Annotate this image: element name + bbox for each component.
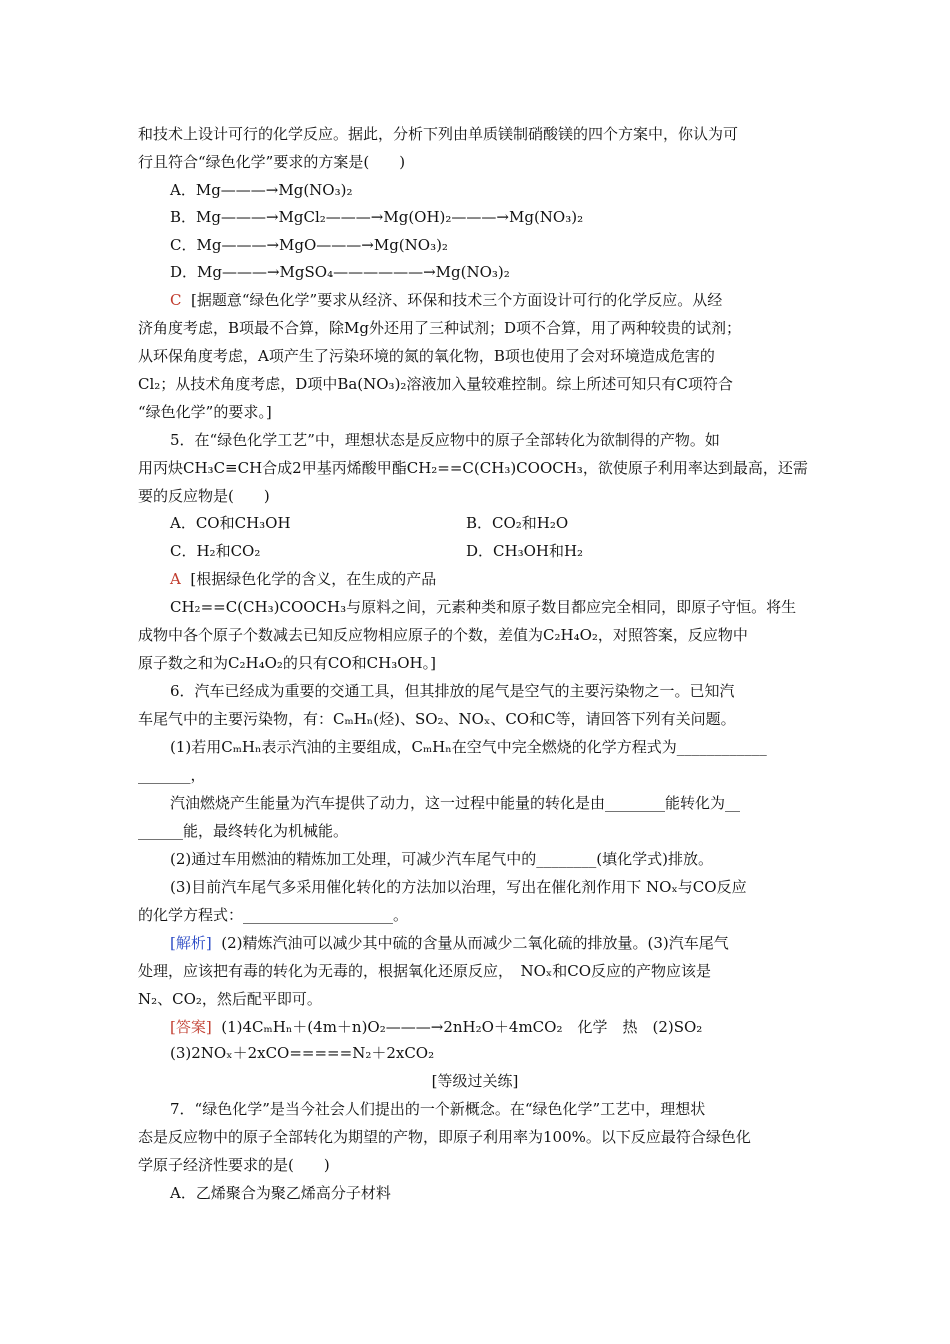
text-line: 原子数之和为C₂H₄O₂的只有CO和CH₃OH。] [138,654,436,672]
option-a: A．Mg———→Mg(NO₃)₂ [170,181,353,199]
option-c: C．H₂和CO₂ [170,542,261,560]
analysis-label: [解析] [170,934,212,952]
text-line: 济角度考虑，B项最不合算，除Mg外还用了三种试剂；D项不合算，用了两种较贵的试剂； [138,319,742,337]
option-a: A．乙烯聚合为聚乙烯高分子材料 [170,1184,391,1202]
section-heading: [等级过关练] [431,1072,519,1090]
answer-explanation-line: A [根据绿色化学的含义，在生成的产品 [170,570,437,588]
text-line: N₂、CO₂，然后配平即可。 [138,990,322,1008]
text-line: 的化学方程式：____________________。 [138,906,409,924]
text-line: 学原子经济性要求的是( ) [138,1156,330,1174]
analysis-line: [解析] (2)精炼汽油可以减少其中硫的含量从而减少二氧化硫的排放量。(3)汽车尾气 [170,934,729,952]
text-line: _______， [138,766,206,784]
question-6: 6．汽车已经成为重要的交通工具，但其排放的尾气是空气的主要污染物之一。已知汽 [170,682,735,700]
text-line: 成物中各个原子个数减去已知反应物相应原子的个数，差值为C₂H₄O₂，对照答案，反应物中 [138,626,748,644]
text-line: 处理，应该把有毒的转化为无毒的，根据氧化还原反应， NOₓ和CO反应的产物应该是 [138,962,712,980]
question-5: 5．在“绿色化学工艺”中，理想状态是反应物中的原子全部转化为欲制得的产物。如 [170,431,720,449]
text-line: ______能，最终转化为机械能。 [138,822,349,840]
option-d: D．CH₃OH和H₂ [466,542,584,560]
text-line: “绿色化学”的要求。] [138,403,272,421]
text-line: (2)通过车用燃油的精炼加工处理，可减少汽车尾气中的________(填化学式)排放。 [170,850,713,868]
text-line: (3)目前汽车尾气多采用催化转化的方法加以治理，写出在催化剂作用下 NOₓ与CO反应 [170,878,747,896]
text-line: 态是反应物中的原子全部转化为期望的产物，即原子利用率为100%。以下反应最符合绿色化 [138,1128,751,1146]
answer-letter: C [170,291,182,309]
option-b: B．Mg———→MgCl₂———→Mg(OH)₂———→Mg(NO₃)₂ [170,208,584,226]
question-7: 7．“绿色化学”是当今社会人们提出的一个新概念。在“绿色化学”工艺中，理想状 [170,1100,706,1118]
text-line: 从环保角度考虑，A项产生了污染环境的氮的氧化物，B项也使用了会对环境造成危害的 [138,347,715,365]
answer-line: [答案] (1)4CₘHₙ＋(4m＋n)O₂———→2nH₂O＋4mCO₂ 化学 热 (2)SO₂ [170,1018,703,1036]
text-line: 用丙炔CH₃C≡CH合成2甲基丙烯酸甲酯CH₂==C(CH₃)COOCH₃，欲使原子利用率达到最高，还需 [138,459,808,477]
text-line: 行且符合“绿色化学”要求的方案是( ) [138,153,406,171]
text-line: 和技术上设计可行的化学反应。据此，分析下列由单质镁制硝酸镁的四个方案中，你认为可 [138,125,739,143]
text-line: 汽油燃烧产生能量为汽车提供了动力，这一过程中能量的转化是由________能转化为__ [170,794,741,812]
option-c: C．Mg———→MgO———→Mg(NO₃)₂ [170,236,448,254]
text-line: CH₂==C(CH₃)COOCH₃与原料之间，元素种类和原子数目都应完全相同，即原子守恒。将生 [170,598,797,616]
option-d: D．Mg———→MgSO₄——————→Mg(NO₃)₂ [170,263,510,281]
answer-letter: A [170,570,181,588]
text-line: 车尾气中的主要污染物，有：CₘHₙ(烃)、SO₂、NOₓ、CO和C等，请回答下列有关问题。 [138,710,736,728]
answer-label: [答案] [170,1018,212,1036]
option-a: A．CO和CH₃OH [170,514,291,532]
text-line: Cl₂；从技术角度考虑，D项中Ba(NO₃)₂溶液加入量较难控制。综上所述可知只有C项符合 [138,375,733,393]
text-line: (3)2NOₓ＋2xCO=====N₂＋2xCO₂ [170,1044,435,1062]
option-b: B．CO₂和H₂O [466,514,569,532]
text-line: 要的反应物是( ) [138,487,270,505]
text-line: (1)若用CₘHₙ表示汽油的主要组成，CₘHₙ在空气中完全燃烧的化学方程式为____________ [170,738,767,756]
answer-explanation-line: C [据题意“绿色化学”要求从经济、环保和技术三个方面设计可行的化学反应。从经 [170,291,723,309]
